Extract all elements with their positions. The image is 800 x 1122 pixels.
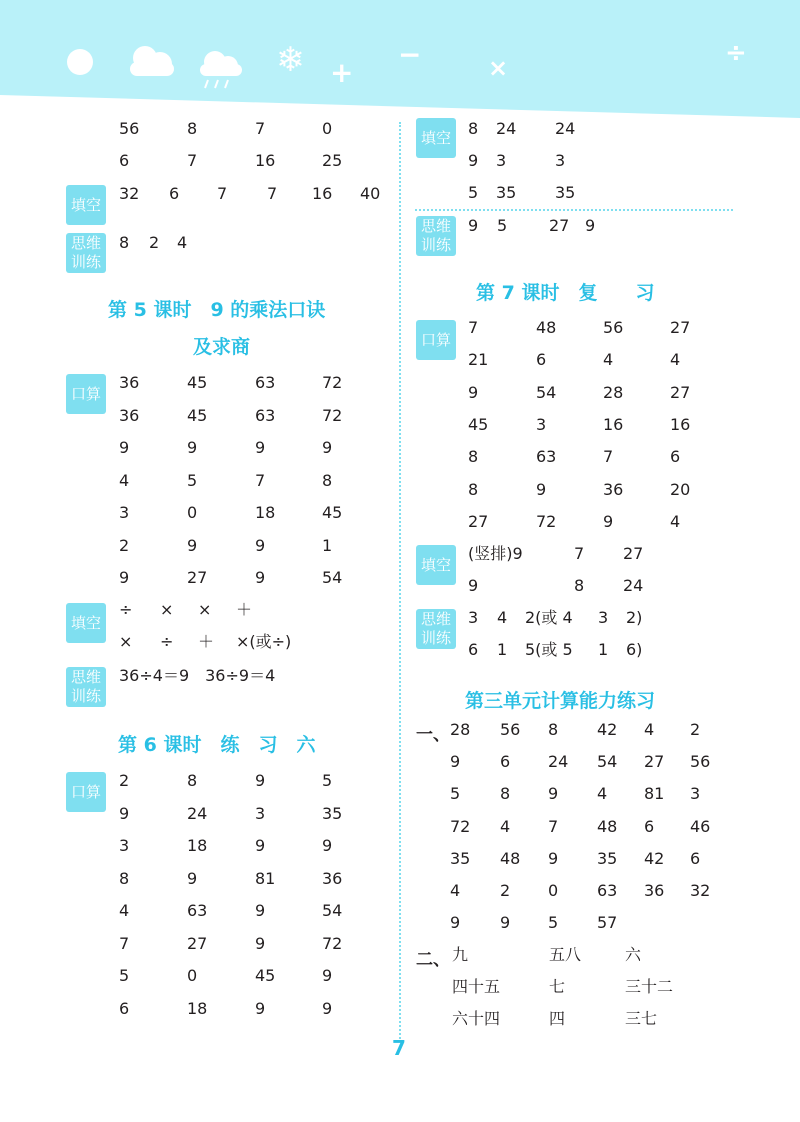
answer-cell: 5 — [322, 771, 333, 790]
minus-icon: − — [398, 38, 422, 71]
answer-cell: 四 — [549, 1009, 566, 1028]
answer-cell: 2(或 4 — [525, 608, 573, 627]
answer-cell: 1 — [598, 640, 609, 659]
fill-tag: 填空 — [66, 603, 106, 643]
answer-cell: 9 — [322, 998, 333, 1018]
answer-cell: 48 — [597, 816, 618, 836]
answer-cell: 三十二 — [625, 977, 674, 996]
answer-cell: 6) — [626, 640, 643, 659]
answer-cell: 36 — [644, 881, 665, 900]
answer-cell: 9 — [500, 913, 511, 933]
answer-cell: 7 — [574, 544, 585, 563]
think-tag: 思维 训练 — [66, 233, 106, 273]
answer-cell: 63 — [255, 373, 276, 392]
answer-cell: 7 — [255, 470, 266, 490]
answer-cell: 9 — [548, 848, 559, 868]
answer-cell: 24 — [496, 119, 517, 138]
answer-cell: 2 — [119, 771, 130, 790]
answer-cell: 9 — [255, 771, 266, 790]
answer-cell: 5 — [119, 966, 130, 985]
answer-cell: 42 — [597, 720, 618, 739]
answer-cell: 54 — [322, 901, 343, 920]
answer-cell: (竖排)9 — [468, 544, 523, 563]
lesson5-title-line2: 及求商 — [193, 336, 251, 358]
answer-cell: 48 — [500, 848, 521, 868]
answer-cell: 36 — [119, 373, 140, 392]
answer-cell: 9 — [322, 438, 333, 457]
answer-cell: 8 — [500, 784, 511, 804]
answer-cell: 18 — [187, 836, 208, 855]
answer-cell: 4 — [119, 470, 130, 490]
answer-cell: 21 — [468, 350, 489, 370]
answer-cell: 6 — [468, 640, 479, 659]
lesson5-title-line1: 第 5 课时 9 的乘法口诀 — [108, 299, 326, 321]
answer-cell: 72 — [536, 511, 557, 531]
answer-cell: 7 — [255, 119, 266, 138]
answer-cell: 27 — [468, 511, 489, 531]
plus-icon: + — [330, 56, 354, 89]
answer-cell: ÷ — [160, 632, 174, 651]
mental-tag: 口算 — [66, 374, 106, 414]
answer-cell: 28 — [450, 720, 471, 739]
answer-cell: 7 — [603, 447, 614, 467]
answer-cell: 35 — [597, 848, 618, 868]
answer-cell: 七 — [549, 977, 566, 996]
answer-cell: 9 — [187, 535, 198, 555]
lesson7-title: 第 7 课时 复 习 — [476, 282, 655, 304]
answer-cell: 35 — [496, 183, 517, 202]
answer-cell: 3 — [598, 608, 609, 627]
answer-cell: 24 — [548, 752, 569, 772]
answer-cell: 16 — [670, 414, 691, 434]
answer-cell: 7 — [187, 151, 198, 170]
answer-cell: 63 — [597, 881, 618, 900]
answer-cell: 27 — [187, 933, 208, 953]
answer-cell: 9 — [536, 479, 547, 499]
answer-cell: ＋ — [236, 600, 253, 619]
answer-cell: 18 — [255, 503, 276, 522]
answer-cell: × — [198, 600, 212, 619]
answer-cell: 4 — [177, 233, 188, 252]
answer-cell: 六 — [625, 945, 642, 964]
answer-cell: 45 — [468, 414, 489, 434]
fill-tag: 填空 — [416, 118, 456, 158]
answer-cell: 36 — [119, 405, 140, 425]
answer-cell: 9 — [468, 382, 479, 402]
answer-cell: × — [160, 600, 174, 619]
answer-cell: 7 — [217, 184, 228, 203]
answer-cell: 27 — [644, 752, 665, 772]
answer-cell: 36 — [603, 479, 624, 499]
mental-tag: 口算 — [66, 772, 106, 812]
answer-cell: 6 — [119, 998, 130, 1018]
answer-cell: 72 — [322, 405, 343, 425]
answer-cell: 9 — [187, 868, 198, 888]
answer-cell: 27 — [670, 318, 691, 337]
answer-cell: 3 — [119, 503, 130, 522]
answer-cell: 9 — [322, 966, 333, 985]
answer-cell: 56 — [500, 720, 521, 739]
sun-icon — [67, 49, 93, 75]
answer-cell: 4 — [644, 720, 655, 739]
answer-cell: 8 — [468, 119, 479, 138]
answer-cell: 2 — [690, 720, 701, 739]
answer-cell: 8 — [119, 233, 130, 252]
snowflake-icon: ❄ — [276, 40, 305, 80]
answer-cell: 8 — [574, 576, 585, 595]
times-icon: × — [488, 54, 509, 82]
answer-cell: 3 — [555, 151, 566, 170]
answer-cell: 9 — [450, 913, 461, 933]
answer-cell: 6 — [119, 151, 130, 170]
answer-cell: 27 — [549, 216, 570, 235]
answer-cell: 9 — [255, 568, 266, 587]
answer-cell: 3 — [468, 608, 479, 627]
answer-cell: 4 — [603, 350, 614, 370]
answer-cell: 20 — [670, 479, 691, 499]
answer-cell: 4 — [119, 901, 130, 920]
answer-cell: 46 — [690, 816, 711, 836]
answer-cell: 40 — [360, 184, 381, 203]
answer-cell: 9 — [450, 752, 461, 772]
answer-cell: 6 — [500, 752, 511, 772]
part1-label: 一、 — [416, 725, 450, 745]
answer-cell: 36 — [322, 868, 343, 888]
answer-cell: 8 — [322, 470, 333, 490]
answer-cell: 9 — [468, 216, 479, 235]
answer-cell: 9 — [187, 438, 198, 457]
answer-cell: 6 — [670, 447, 681, 467]
answer-cell: 0 — [548, 881, 559, 900]
answer-cell: 0 — [187, 503, 198, 522]
answer-cell: 8 — [548, 720, 559, 739]
answer-cell: 8 — [468, 479, 479, 499]
answer-cell: 8 — [187, 771, 198, 790]
divide-icon: ÷ — [725, 38, 747, 68]
answer-cell: 3 — [496, 151, 507, 170]
answer-cell: 32 — [119, 184, 140, 203]
answer-cell: 9 — [322, 836, 333, 855]
answer-cell: 9 — [119, 568, 130, 587]
answer-cell: 9 — [468, 576, 479, 595]
answer-cell: 4 — [497, 608, 508, 627]
answer-cell: 9 — [119, 438, 130, 457]
answer-cell: 56 — [603, 318, 624, 337]
answer-cell: 5 — [548, 913, 559, 933]
answer-cell: 32 — [690, 881, 711, 900]
answer-cell: 42 — [644, 848, 665, 868]
answer-cell: 45 — [187, 405, 208, 425]
answer-cell: 45 — [187, 373, 208, 392]
answer-cell: 7 — [119, 933, 130, 953]
answer-cell: 72 — [450, 816, 471, 836]
lesson6-title: 第 6 课时 练 习 六 — [118, 734, 316, 756]
answer-cell: 72 — [322, 933, 343, 953]
answer-cell: ×(或÷) — [236, 632, 292, 651]
answer-cell: 6 — [536, 350, 547, 370]
answer-cell: 27 — [187, 568, 208, 587]
answer-cell: 5 — [497, 216, 508, 235]
answer-cell: 56 — [119, 119, 140, 138]
answer-cell: 45 — [322, 503, 343, 522]
answer-cell: 24 — [187, 803, 208, 823]
answer-cell: 35 — [450, 848, 471, 868]
answer-cell: 9 — [603, 511, 614, 531]
answer-cell: × — [119, 632, 133, 651]
think-tag: 思维 训练 — [416, 216, 456, 256]
answer-cell: 9 — [255, 438, 266, 457]
answer-cell: 9 — [468, 151, 479, 170]
section-divider — [415, 209, 733, 211]
answer-cell: 63 — [536, 447, 557, 467]
answer-cell: 7 — [468, 318, 479, 337]
answer-cell: 5 — [468, 183, 479, 202]
answer-cell: 8 — [468, 447, 479, 467]
answer-cell: 35 — [322, 803, 343, 823]
answer-cell: 54 — [536, 382, 557, 402]
answer-cell: 81 — [644, 784, 665, 804]
answer-cell: 5(或 5 — [525, 640, 573, 659]
answer-cell: 9 — [255, 535, 266, 555]
answer-cell: 2) — [626, 608, 643, 627]
answer-cell: 3 — [255, 803, 266, 823]
mental-tag: 口算 — [416, 320, 456, 360]
answer-cell: 16 — [255, 151, 276, 170]
fill-tag: 填空 — [416, 545, 456, 585]
answer-cell: 6 — [690, 848, 701, 868]
answer-cell: 3 — [119, 836, 130, 855]
answer-cell: 三七 — [625, 1009, 658, 1028]
answer-cell: 24 — [555, 119, 576, 138]
answer-cell: 8 — [119, 868, 130, 888]
answer-cell: 2 — [500, 881, 511, 900]
answer-cell: 9 — [255, 836, 266, 855]
unit-title: 第三单元计算能力练习 — [465, 690, 656, 712]
answer-cell: 54 — [322, 568, 343, 587]
answer-cell: 45 — [255, 966, 276, 985]
answer-cell: 4 — [450, 881, 461, 900]
answer-cell: 27 — [623, 544, 644, 563]
answer-cell: 18 — [187, 998, 208, 1018]
answer-cell: 72 — [322, 373, 343, 392]
answer-cell: 5 — [450, 784, 461, 804]
answer-cell: 48 — [536, 318, 557, 337]
answer-cell: 9 — [585, 216, 596, 235]
answer-cell: 54 — [597, 752, 618, 772]
answer-cell: 16 — [603, 414, 624, 434]
answer-cell: 1 — [497, 640, 508, 659]
answer-cell: 3 — [690, 784, 701, 804]
fill-tag: 填空 — [66, 185, 106, 225]
part2-label: 二、 — [416, 950, 450, 970]
answer-cell: 9 — [255, 998, 266, 1018]
answer-cell: 3 — [536, 414, 547, 434]
answer-cell: 0 — [187, 966, 198, 985]
answer-cell: 6 — [644, 816, 655, 836]
answer-cell: 25 — [322, 151, 343, 170]
answer-cell: 2 — [119, 535, 130, 555]
answer-cell: 63 — [187, 901, 208, 920]
answer-cell: 四十五 — [452, 977, 501, 996]
think-tag: 思维 训练 — [416, 609, 456, 649]
answer-cell: 0 — [322, 119, 333, 138]
answer-cell: 九 — [452, 945, 469, 964]
answer-cell: 5 — [187, 470, 198, 490]
answer-cell: 9 — [548, 784, 559, 804]
answer-cell: 9 — [255, 901, 266, 920]
answer-cell: 35 — [555, 183, 576, 202]
answer-cell: 五八 — [549, 945, 582, 964]
answer-cell: 6 — [169, 184, 180, 203]
answer-cell: 16 — [312, 184, 333, 203]
answer-cell: 24 — [623, 576, 644, 595]
answer-cell: 4 — [500, 816, 511, 836]
answer-cell: 7 — [267, 184, 278, 203]
answer-cell: ＋ — [198, 632, 215, 651]
answer-cell: 4 — [597, 784, 608, 804]
answer-cell: 8 — [187, 119, 198, 138]
answer-cell: 81 — [255, 868, 276, 888]
answer-cell: 27 — [670, 382, 691, 402]
answer-cell: 28 — [603, 382, 624, 402]
page-number: 7 — [392, 1036, 406, 1060]
column-divider — [399, 122, 401, 1042]
answer-cell: 7 — [548, 816, 559, 836]
answer-cell: 4 — [670, 350, 681, 370]
answer-cell: 1 — [322, 535, 333, 555]
answer-cell: 57 — [597, 913, 618, 933]
answer-cell: 9 — [119, 803, 130, 823]
think-tag: 思维 训练 — [66, 667, 106, 707]
answer-cell: 56 — [690, 752, 711, 772]
answer-cell: 4 — [670, 511, 681, 531]
answer-cell: 六十四 — [452, 1009, 501, 1028]
answer-cell: ÷ — [119, 600, 133, 619]
answer-cell: 2 — [149, 233, 160, 252]
answer-cell: 9 — [255, 933, 266, 953]
answer-cell: 63 — [255, 405, 276, 425]
